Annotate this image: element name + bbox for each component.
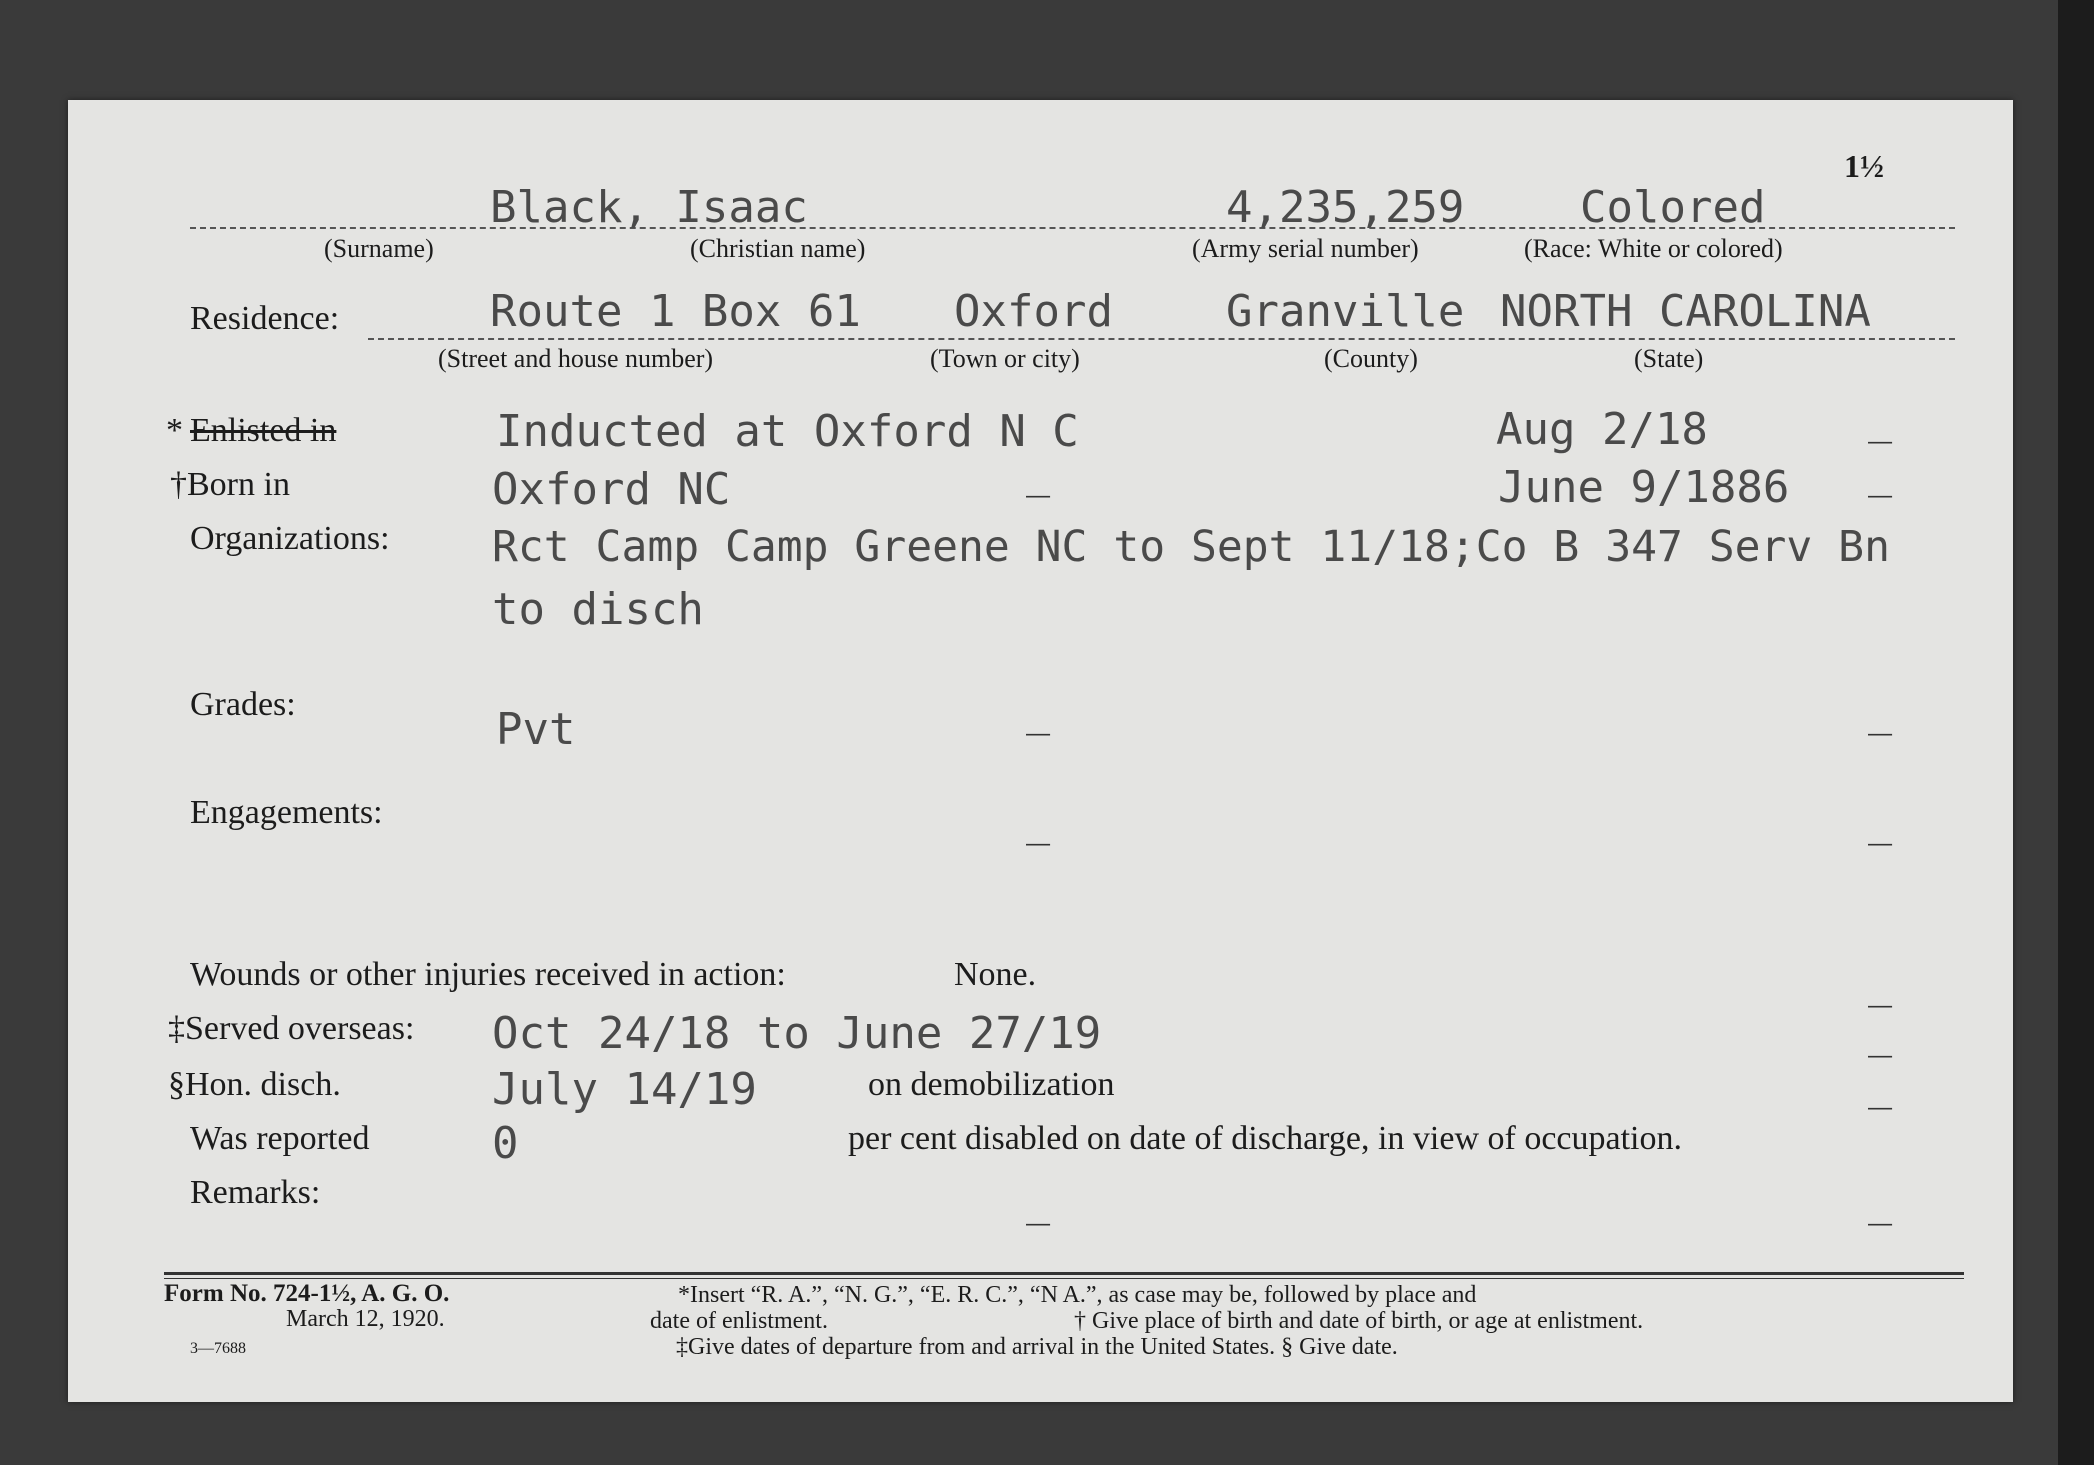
- race-caption: (Race: White or colored): [1524, 234, 1783, 263]
- wounds-label: Wounds or other injuries received in action:: [190, 956, 786, 993]
- born-tick: _: [1868, 452, 1893, 498]
- corner-mark: 1½: [1844, 148, 1884, 184]
- discharge-label: §Hon. disch.: [168, 1066, 341, 1103]
- born-tick-mid: _: [1026, 452, 1051, 498]
- enlisted-value: Inducted at Oxford N C: [496, 406, 1079, 457]
- discharge-tick: _: [1868, 1064, 1893, 1110]
- organizations-line2: to disch: [492, 584, 704, 635]
- wounds-value: None.: [954, 956, 1037, 993]
- county-caption: (County): [1324, 344, 1418, 373]
- state-caption: (State): [1634, 344, 1704, 373]
- enlisted-marker: *: [166, 412, 183, 449]
- discharge-value: July 14/19: [492, 1064, 757, 1115]
- form-number: Form No. 724-1½, A. G. O.: [164, 1280, 450, 1307]
- surname-value: Black, Isaac: [490, 182, 808, 233]
- residence-label: Residence:: [190, 300, 340, 337]
- enlisted-label: Enlisted in: [190, 412, 337, 449]
- residence-street: Route 1 Box 61: [490, 286, 861, 337]
- reported-label: Was reported: [190, 1120, 370, 1157]
- town-caption: (Town or city): [930, 344, 1080, 373]
- engagements-tick: _: [1868, 800, 1893, 846]
- residence-county: Granville: [1226, 286, 1465, 337]
- print-code: 3—7688: [190, 1340, 246, 1357]
- grades-tick-mid: _: [1026, 690, 1051, 736]
- engagements-label: Engagements:: [190, 794, 383, 831]
- remarks-tick-mid: _: [1026, 1180, 1051, 1226]
- engagements-tick-mid: _: [1026, 800, 1051, 846]
- grades-value: Pvt: [496, 704, 576, 755]
- born-date: June 9/1886: [1498, 462, 1790, 513]
- footnote-insert-cont: date of enlistment.: [650, 1308, 828, 1334]
- scan-border: [2058, 0, 2094, 1465]
- reported-suffix: per cent disabled on date of discharge, in view of occupation.: [848, 1120, 1682, 1157]
- enlisted-tick: _: [1868, 398, 1893, 444]
- grades-label: Grades:: [190, 686, 296, 723]
- surname-caption: (Surname): [324, 234, 434, 263]
- overseas-tick: _: [1868, 1012, 1893, 1058]
- discharge-suffix: on demobilization: [868, 1066, 1115, 1103]
- footer-rule-bottom: [164, 1278, 1964, 1279]
- serial-caption: (Army serial number): [1192, 234, 1419, 263]
- remarks-tick: _: [1868, 1180, 1893, 1226]
- serial-value: 4,235,259: [1226, 182, 1465, 233]
- race-value: Colored: [1580, 182, 1766, 233]
- organizations-label: Organizations:: [190, 520, 390, 557]
- overseas-label: ‡Served overseas:: [168, 1010, 415, 1047]
- footnote-birth: † Give place of birth and date of birth, or age at enlistment.: [1074, 1308, 1644, 1334]
- christian-caption: (Christian name): [690, 234, 866, 263]
- residence-state: NORTH CAROLINA: [1500, 286, 1871, 337]
- wounds-tick: _: [1868, 962, 1893, 1008]
- remarks-label: Remarks:: [190, 1174, 321, 1211]
- footnote-overseas: ‡Give dates of departure from and arrival in the United States. § Give date.: [676, 1334, 1398, 1360]
- form-date: March 12, 1920.: [286, 1306, 445, 1332]
- footnote-insert: *Insert “R. A.”, “N. G.”, “E. R. C.”, “N A.”, as case may be, followed by place and: [678, 1282, 1477, 1308]
- enlisted-date: Aug 2/18: [1496, 404, 1708, 455]
- residence-underline: [368, 338, 1955, 340]
- reported-value: 0: [492, 1118, 519, 1169]
- footer-rule-top: [164, 1272, 1964, 1275]
- organizations-line1: Rct Camp Camp Greene NC to Sept 11/18;Co B 347 Serv Bn: [492, 522, 1890, 572]
- residence-town: Oxford: [954, 286, 1113, 337]
- street-caption: (Street and house number): [438, 344, 714, 373]
- grades-tick: _: [1868, 690, 1893, 736]
- overseas-value: Oct 24/18 to June 27/19: [492, 1008, 1102, 1059]
- born-value: Oxford NC: [492, 464, 731, 515]
- born-label: †Born in: [170, 466, 290, 503]
- record-card: [68, 100, 2013, 1402]
